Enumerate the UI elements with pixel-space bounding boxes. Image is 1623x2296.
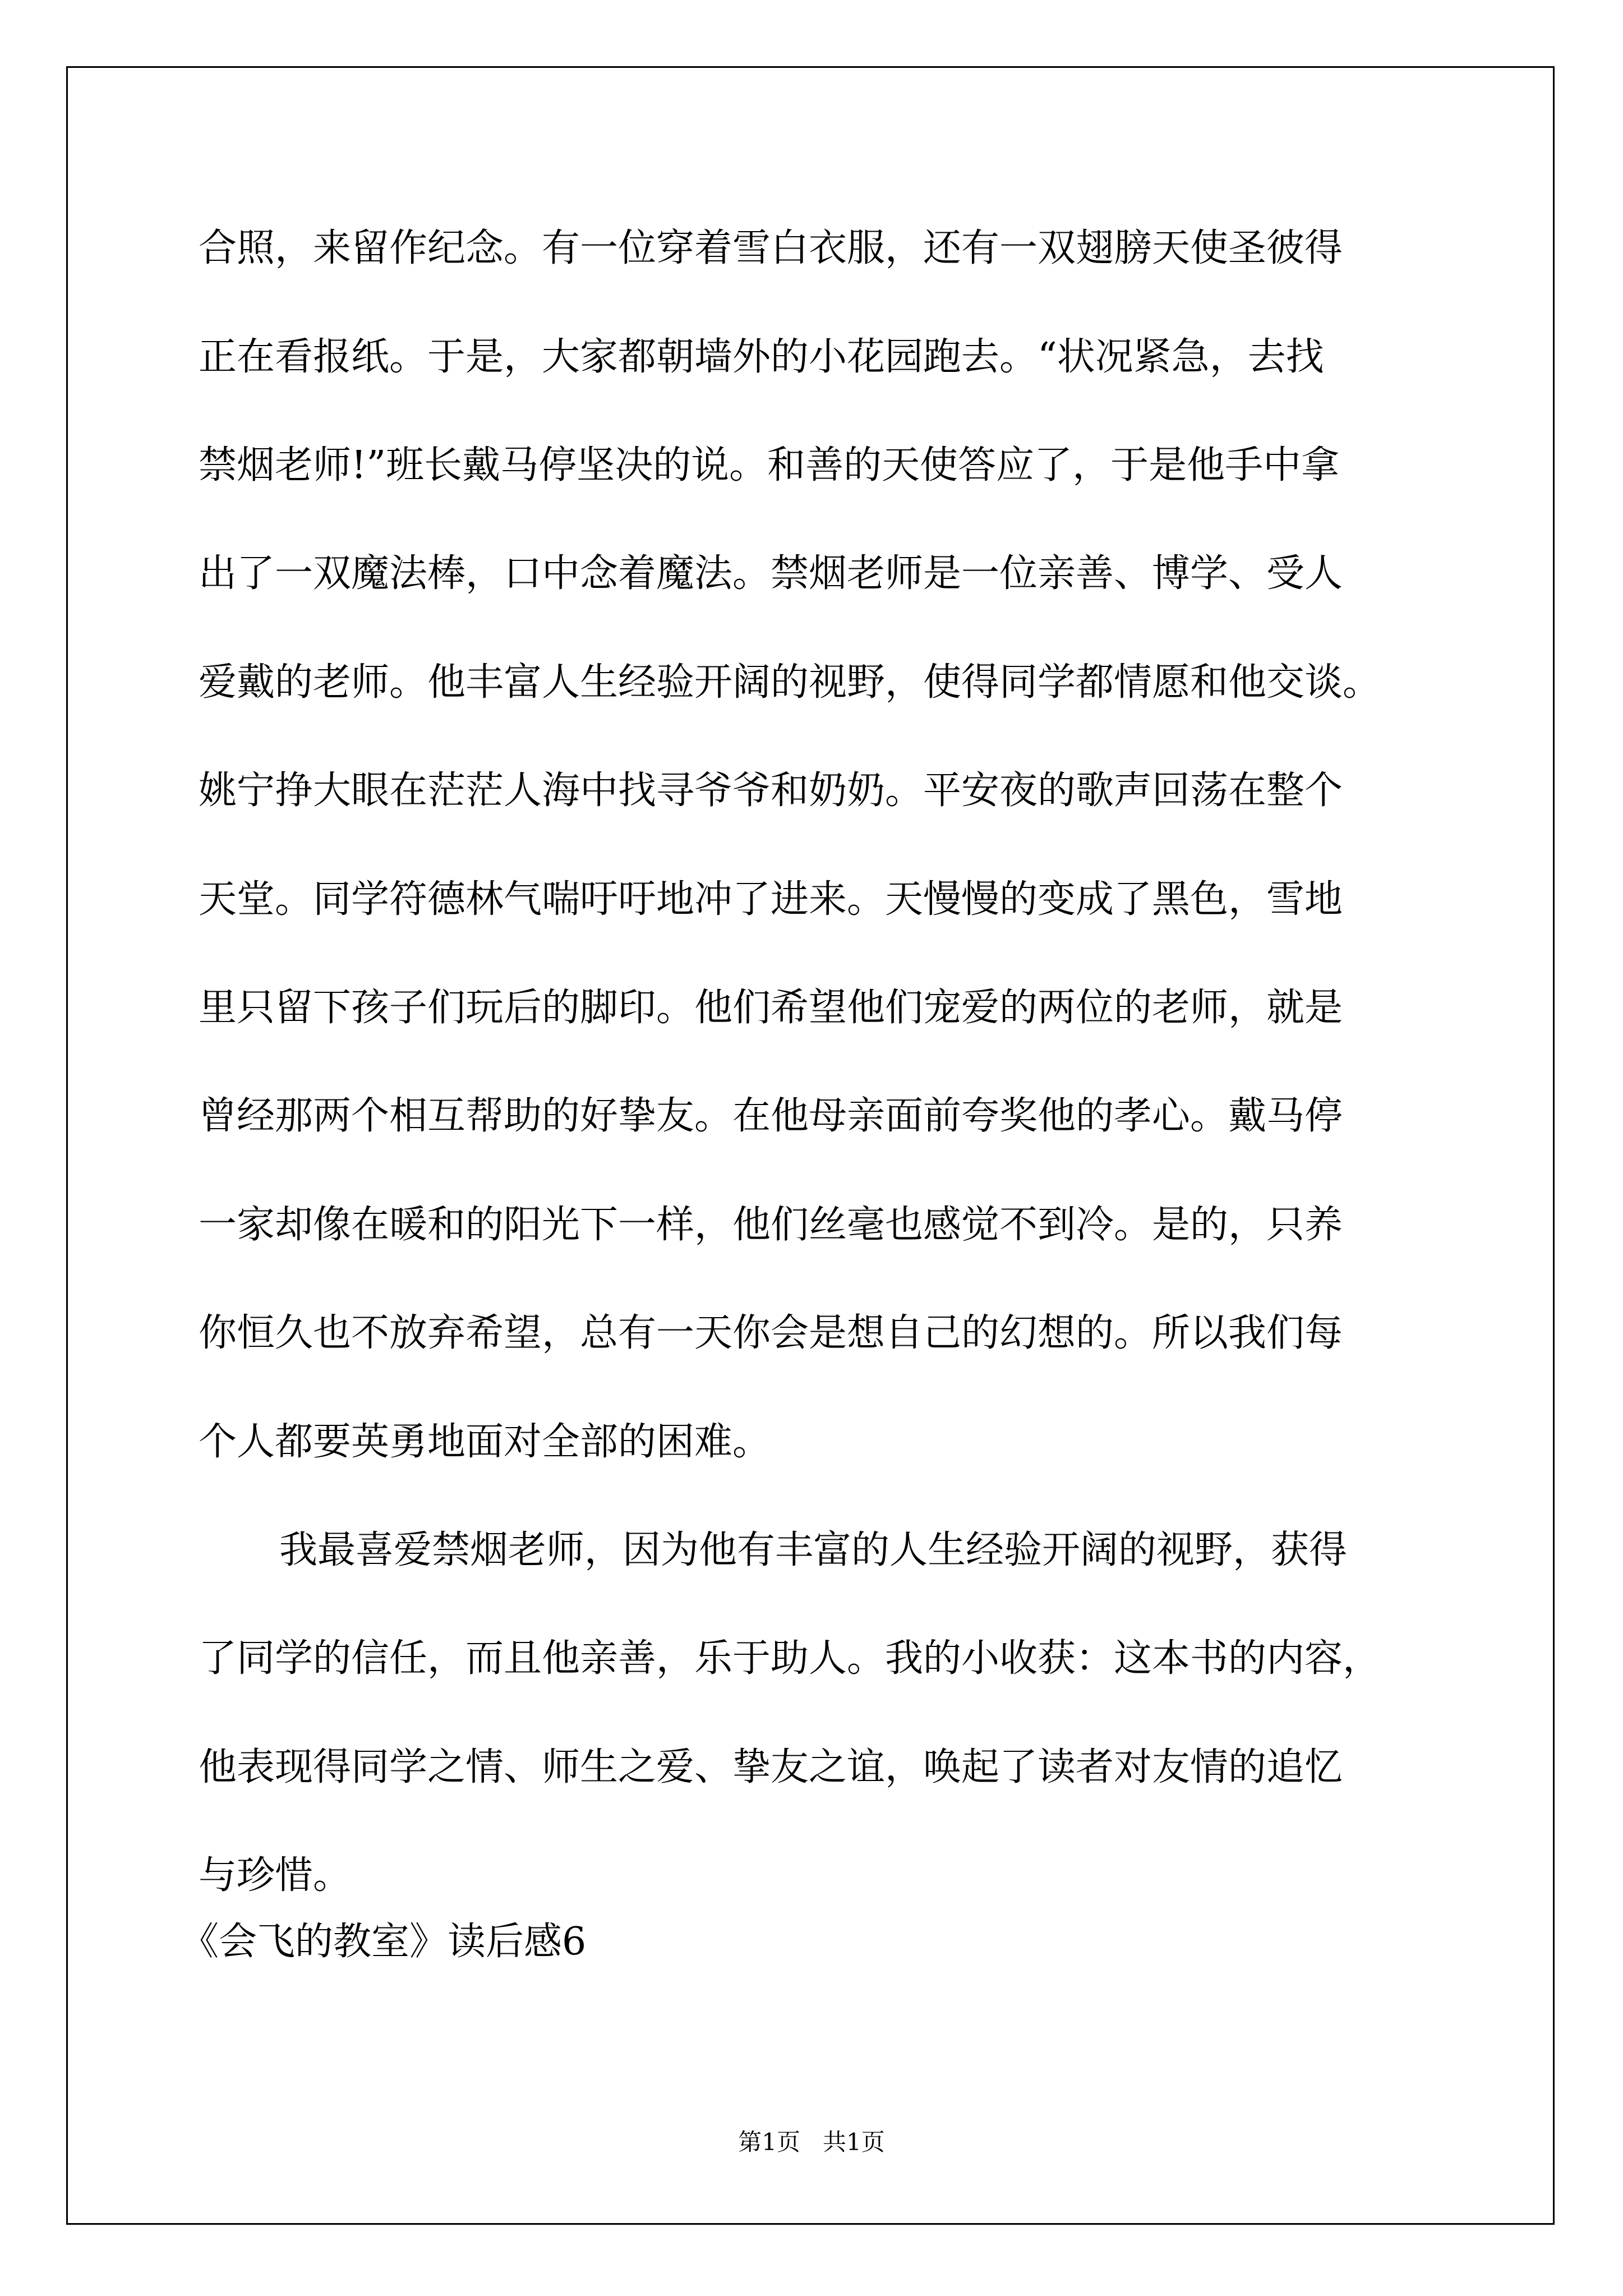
paragraph-line-12: 个人都要英勇地面对全部的困难。 <box>199 1420 771 1464</box>
paragraph-line-5: 爱戴的老师。他丰富人生经验开阔的视野，使得同学都情愿和他交谈。 <box>199 660 1381 705</box>
paragraph-line-3: 禁烟老师!”班长戴马停坚决的说。和善的天使答应了，于是他手中拿 <box>199 443 1340 487</box>
paragraph-line-6: 姚宁挣大眼在茫茫人海中找寻爷爷和奶奶。平安夜的歌声回荡在整个 <box>199 769 1343 813</box>
section-heading: 《会飞的教室》读后感6 <box>181 1920 587 1964</box>
paragraph-line-14: 了同学的信任，而且他亲善，乐于助人。我的小收获：这本书的内容， <box>199 1636 1381 1681</box>
paragraph-line-1: 合照，来留作纪念。有一位穿着雪白衣服，还有一双翅膀天使圣彼得 <box>199 226 1343 270</box>
paragraph-line-2: 正在看报纸。于是，大家都朝墙外的小花园跑去。“状况紧急，去找 <box>199 335 1324 379</box>
paragraph-line-16: 与珍惜。 <box>199 1853 352 1898</box>
paragraph-line-7: 天堂。同学符德林气喘吁吁地冲了进来。天慢慢的变成了黑色，雪地 <box>199 877 1343 922</box>
paragraph-line-11: 你恒久也不放弃希望，总有一天你会是想自己的幻想的。所以我们每 <box>199 1311 1343 1355</box>
page-border <box>66 66 1555 2225</box>
paragraph-line-10: 一家却像在暖和的阳光下一样，他们丝毫也感觉不到冷。是的，只养 <box>199 1203 1343 1247</box>
paragraph-line-15: 他表现得同学之情、师生之爱、挚友之谊，唤起了读者对友情的追忆 <box>199 1745 1343 1789</box>
page-footer: 第1页 共1页 <box>738 2128 885 2156</box>
paragraph-line-4: 出了一双魔法棒，口中念着魔法。禁烟老师是一位亲善、博学、受人 <box>199 551 1343 596</box>
paragraph-line-9: 曾经那两个相互帮助的好挚友。在他母亲面前夸奖他的孝心。戴马停 <box>199 1094 1343 1138</box>
paragraph-line-8: 里只留下孩子们玩后的脚印。他们希望他们宠爱的两位的老师，就是 <box>199 986 1343 1030</box>
paragraph-line-13: 我最喜爱禁烟老师，因为他有丰富的人生经验开阔的视野，获得 <box>279 1528 1348 1572</box>
